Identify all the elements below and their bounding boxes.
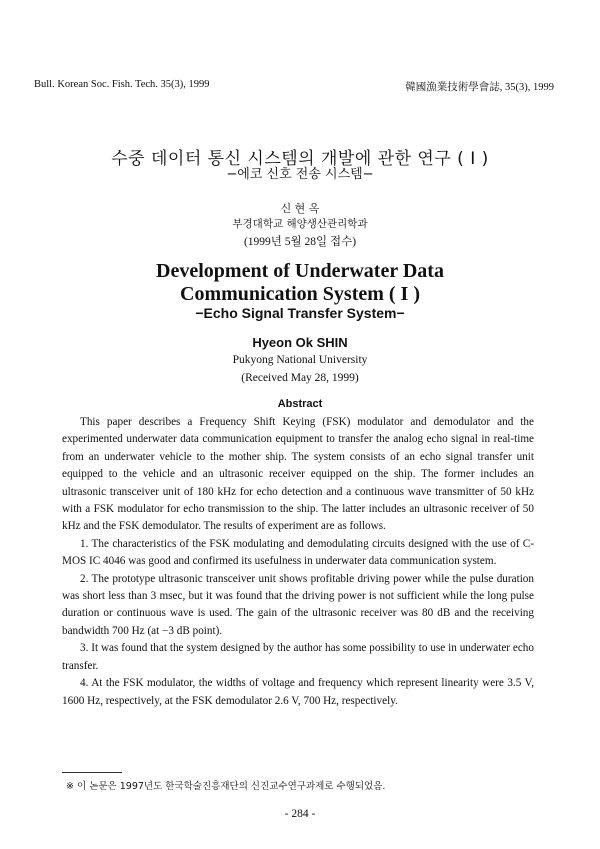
journal-citation-korean: 韓國漁業技術學會誌, 35(3), 1999	[405, 82, 554, 93]
korean-title: 수중 데이터 통신 시스템의 개발에 관한 연구 ( I )	[111, 149, 489, 169]
abstract-heading: Abstract	[277, 398, 323, 410]
footnote-divider	[62, 772, 122, 773]
korean-author: 신 현 옥	[280, 202, 320, 215]
page-number: - 284 -	[284, 808, 316, 820]
korean-affiliation: 부경대학교 해양생산관리학과	[232, 218, 368, 230]
korean-received-date: (1999년 5월 28일 접수)	[243, 236, 357, 248]
abstract-result-2: 2. The prototype ultrasonic transceiver unit shows profitable driving power while the pulse duration was short less than 3 msec, but it was found that the driving power is not sufficient while the long pulse duration or continuous wave is used. The gain of the ultrasonic receiver was 80 dB and the receiving bandwidth 700 Hz (at −3 dB point).	[62, 572, 534, 637]
abstract-result-3: 3. It was found that the system designed by the author has some possibility to use in underwater echo transfer.	[62, 642, 534, 672]
abstract-paragraph-intro: This paper describes a Frequency Shift Keying (FSK) modulator and demodulator and the experimented underwater data communication equipment to transfer the analog echo signal in real-time from an underwater vehicle to the mother ship. The system consists of an echo signal transfer unit equipped to the vehicle and an ultrasonic receiver equipped on the ship. The former includes an ultrasonic transceiver unit of 180 kHz for echo detection and a continuous wave transmitter of 50 kHz with a FSK modulator for echo transmission to the ship. The latter includes an ultrasonic receiver of 50 kHz and the FSK demodulator. The results of experiment are as follows.	[62, 416, 534, 533]
english-title-line1: Development of Underwater Data	[156, 260, 444, 282]
footnote: ※ 이 논문은 1997년도 한국학술진흥재단의 신진교수연구과제로 수행되었음.	[66, 781, 386, 792]
korean-subtitle: −에코 신호 전송 시스템−	[226, 167, 374, 182]
english-author: Hyeon Ok SHIN	[252, 335, 348, 350]
english-received-date: (Received May 28, 1999)	[241, 372, 359, 384]
abstract-result-4: 4. At the FSK modulator, the widths of voltage and frequency which represent linearity were 3.5 V, 1600 Hz, respectively, at the FSK demodulator 2.6 V, 700 Hz, respectively.	[62, 677, 534, 707]
abstract-body	[62, 414, 534, 710]
journal-citation-english: Bull. Korean Soc. Fish. Tech. 35(3), 1999	[34, 79, 210, 90]
abstract-result-1: 1. The characteristics of the FSK modulating and demodulating circuits designed with the use of C-MOS IC 4046 was good and confirmed its usefulness in underwater data communication system.	[62, 537, 534, 568]
english-affiliation: Pukyong National University	[232, 354, 368, 366]
english-title-line2: Communication System ( I )	[180, 283, 420, 305]
english-subtitle: −Echo Signal Transfer System−	[195, 305, 405, 321]
